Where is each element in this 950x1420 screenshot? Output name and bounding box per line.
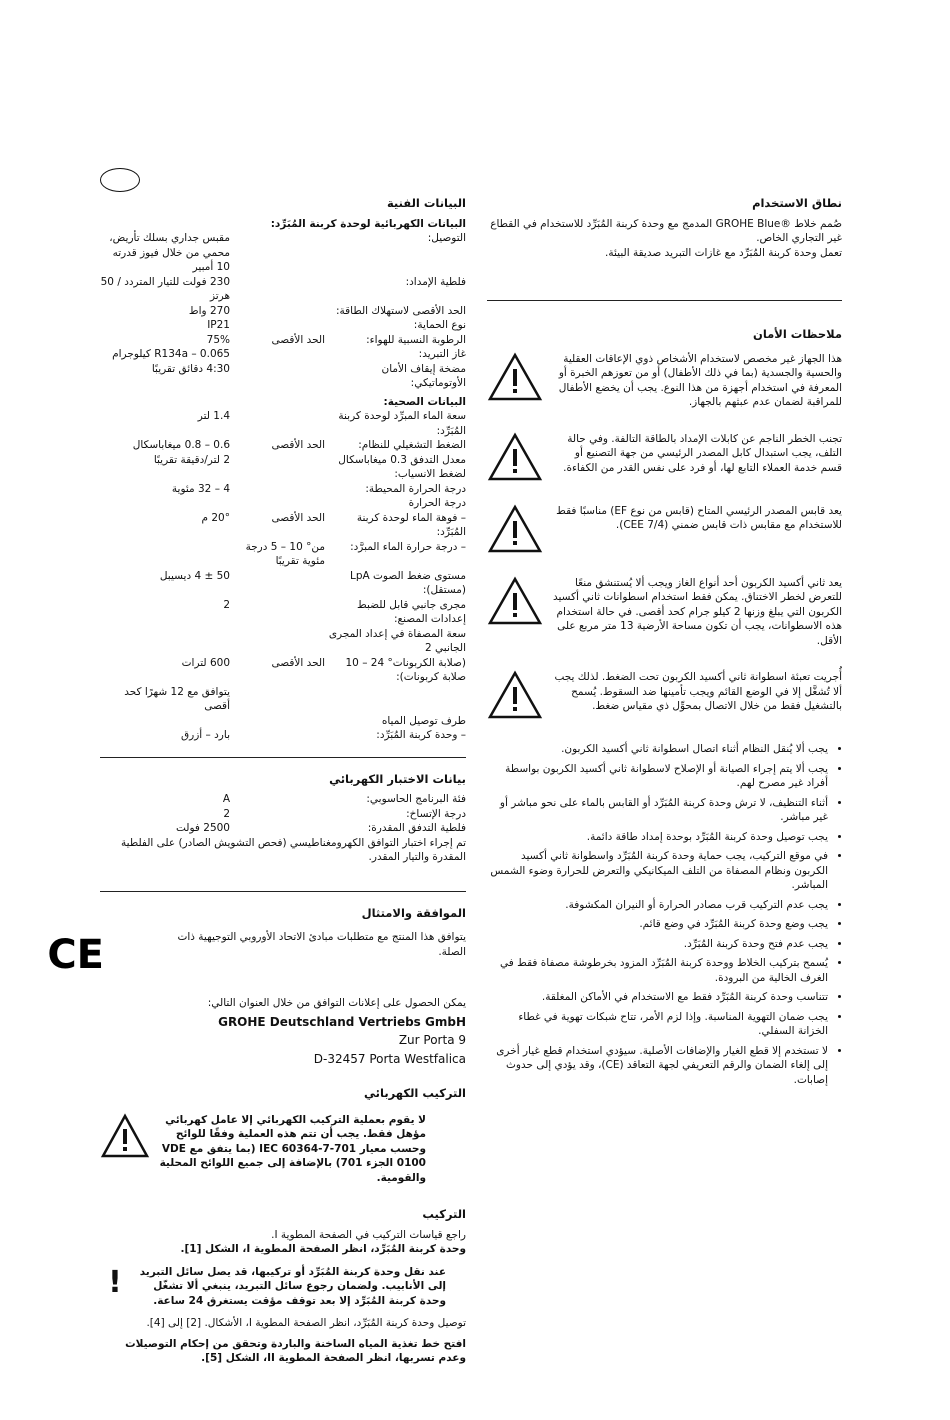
spec-label: غاز التبريد: bbox=[418, 348, 466, 360]
safety-bullet: • في موقع التركيب، يجب حماية وحدة كربنة المُبَرِّد واسطوانة ثاني أكسيد الكربون ونظام المصفاة من التلف الميكانيكي والتعرض للحرارة وضوء الشمس المباشر. bbox=[487, 849, 828, 893]
svg-text:CE: CE bbox=[47, 932, 104, 978]
spec-value: 1.4 لتر bbox=[197, 410, 230, 422]
spec-value: بارد – أزرق bbox=[181, 729, 230, 741]
safety-bullet: • يجب ألا يُنقل النظام أثناء اتصال اسطوانة ثاني أكسيد الكربون. bbox=[487, 742, 828, 757]
spec-row bbox=[100, 318, 466, 333]
spec-row bbox=[100, 569, 466, 598]
install-line2: وحدة كربنة المُبَرِّد، انظر الصفحة المطوية I، الشكل [1]. bbox=[180, 1243, 466, 1255]
spec-value: 2 لتر/دقيقة تقريبًا bbox=[153, 453, 230, 466]
safety-bullet: • لا تستخدم إلا قطع الغيار والإضافات الأصلية. سيؤدي استخدام قطع غيار أخرى إلى إلغاء الضمان والرقم التعريفي لجهة التعاقد (CE)، وقد يؤدي إلى حدوث إصابات. bbox=[487, 1044, 828, 1088]
safety-bullets bbox=[487, 742, 842, 1087]
exclamation-icon: ! bbox=[108, 1264, 122, 1300]
spec-value: مقبس جداري بسلك تأريض، bbox=[109, 232, 230, 244]
spec-label: سعة الماء المبرِّد لوحدة كربنة المُبَرِّد: bbox=[338, 410, 466, 437]
scope-title: نطاق الاستخدام bbox=[752, 196, 842, 210]
company-name: GROHE Deutschland Vertriebs GmbH bbox=[218, 1014, 466, 1029]
spec-label: نوع الحماية: bbox=[413, 319, 466, 331]
spec-value: 75% bbox=[206, 333, 230, 346]
safety-warning bbox=[487, 504, 842, 554]
company-city: D-32457 Porta Westfalica bbox=[313, 1051, 466, 1066]
company-street: Zur Porta 9 bbox=[398, 1033, 466, 1047]
safety-bullet: • يجب عدم فتح وحدة كربنة المُبَرِّد. bbox=[487, 937, 828, 952]
spec-row bbox=[100, 728, 466, 743]
spec-label: مستوى ضغط الصوت LpA (مستقل): bbox=[350, 569, 466, 596]
spec-qualifier: الحد الأقصى bbox=[271, 439, 325, 451]
conformity-address-intro: يمكن الحصول على إعلانات التوافق من خلال العنوان التالي: bbox=[207, 997, 466, 1009]
elec-install-warning bbox=[100, 1113, 466, 1186]
tech-elec-table bbox=[100, 231, 466, 391]
spec-row bbox=[100, 792, 466, 807]
tech-sanitary-table bbox=[100, 409, 466, 743]
spec-label: الحد الأقصى لاستهلاك الطاقة: bbox=[335, 304, 466, 317]
safety-warning-text: يعد ثاني أكسيد الكربون أحد أنواع الغاز ويجب ألا يُستنشق منعًا للتعرض لخطر الاختناق. يمكن فقط استخدام اسطوانات ثاني أكسيد الكربون التي يبلغ وزنها 2 كيلو جرام كحد أقصى. في حالة استخدام هذه الاسطوانات، يجب أن تكون مساحة الأرضية 13 متر مربع على الأقل. bbox=[552, 576, 842, 647]
spec-row bbox=[100, 685, 466, 714]
spec-row bbox=[100, 540, 466, 569]
spec-value: 270 واط bbox=[188, 304, 230, 317]
spec-value: 0.6 – 0.8 ميغاباسكال bbox=[132, 439, 230, 451]
divider bbox=[100, 891, 466, 892]
spec-row bbox=[100, 627, 466, 656]
test-note: تم إجراء اختبار التوافق الكهرومغناطيسي (فحص التشويش الصادر) على الفلطية المقدرة والتيار المقدر. bbox=[121, 836, 466, 863]
spec-label: طرف توصيل المياه bbox=[381, 714, 466, 727]
spec-row bbox=[100, 347, 466, 362]
spec-value: 2 bbox=[223, 807, 230, 820]
spec-value: 4 – 32 مئوية bbox=[171, 482, 230, 495]
spec-row bbox=[100, 482, 466, 497]
warning-triangle-icon bbox=[487, 352, 543, 402]
spec-row bbox=[100, 807, 466, 822]
conformity-text: يتوافق هذا المنتج مع متطلبات مبادئ الاتحاد الأوروبي التوجيهية ذات الصلة. bbox=[177, 931, 466, 958]
safety-warning-text: هذا الجهاز غير مخصص لاستخدام الأشخاص ذوي الإعاقات العقلية والحسية والجسدية (بما في ذلك الأطفال) أو من تعوزهم الخبرة أو المعرفة في استخدام أجهزة من هذا النوع. يجب أن يخضع الأطفال للمراقبة لضمان عدم عبثهم بالجهاز. bbox=[558, 352, 842, 408]
spec-label: الرطوبة النسبية للهواء: bbox=[366, 333, 466, 346]
install-caution-text: عند نقل وحدة كربنة المُبَرِّد أو تركيبها، قد يصل سائل التبريد إلى الأنابيب. ولضمان رجوع سائل التبريد، ينبغي ألا تشغّل وحدة كربنة المُبَرِّد إلا بعد توقف مؤقت يستغرق 24 ساعة. bbox=[139, 1265, 446, 1307]
test-title: بيانات الاختبار الكهربائي bbox=[329, 771, 466, 786]
spec-row bbox=[100, 598, 466, 627]
spec-label: مجرى جانبي قابل للضبط إعدادات المصنع: bbox=[357, 598, 466, 625]
spec-row bbox=[100, 453, 466, 482]
spec-label: الضغط التشغيلي للنظام: bbox=[358, 439, 466, 451]
spec-value: 230 فولت للتيار المتردد / 50 هرتز bbox=[100, 275, 230, 302]
install-line3: توصيل وحدة كربنة المُبَرِّد، انظر الصفحة المطوية I، الأشكال. [2] إلى [4]. bbox=[146, 1317, 466, 1329]
spec-qualifier: الحد الأقصى bbox=[271, 333, 325, 346]
spec-label: درجة الإتساخ: bbox=[406, 807, 466, 820]
install-title: التركيب bbox=[422, 1207, 466, 1221]
scope-p1: صُمم خلاط ®GROHE Blue المدمج مع وحدة كربنة المُبَرِّد للاستخدام في القطاع غير التجاري الخاص. bbox=[490, 217, 842, 244]
spec-label: فلطية الإمداد: bbox=[405, 275, 466, 288]
spec-label: فلطية التدفق المقدرة: bbox=[367, 822, 466, 834]
safety-warning bbox=[487, 352, 842, 410]
safety-warning bbox=[487, 670, 842, 720]
spec-row bbox=[100, 409, 466, 438]
spec-label: درجة الحرارة المحيطة: bbox=[365, 482, 466, 495]
spec-value: 600 لترات bbox=[181, 656, 230, 669]
spec-qualifier: من° 10 – 5 درجة مئوية تقريبًا bbox=[245, 540, 325, 567]
spec-row bbox=[100, 714, 466, 729]
safety-warnings bbox=[487, 352, 842, 721]
divider bbox=[487, 300, 842, 301]
spec-label: – فوهة الماء لوحدة كربنة المُبَرِّد: bbox=[356, 511, 466, 538]
tech-title: البيانات الفنية bbox=[386, 196, 466, 210]
ce-mark-icon bbox=[47, 930, 160, 978]
spec-value: R134a – 0.065 كيلوجرام bbox=[112, 348, 230, 360]
spec-label: درجة الحرارة bbox=[408, 497, 466, 509]
spec-qualifier: الحد الأقصى bbox=[271, 656, 325, 669]
test-table bbox=[100, 792, 466, 836]
elec-install-text: لا يقوم بعملية التركيب الكهربائي إلا عامل كهربائي مؤهل فقط. يجب أن تتم هذه العملية وفقًا للوائح وحسب معيار IEC 60364-7-701 (بما يتفق مع VDE 0100 الجزء 701) بالإضافة إلى جميع اللوائح المحلية والقومية. bbox=[159, 1113, 426, 1184]
language-code-oval bbox=[100, 168, 140, 192]
spec-row bbox=[100, 821, 466, 836]
spec-value: 20° م bbox=[201, 511, 230, 524]
spec-label: فئة البرنامج الحاسوبي: bbox=[366, 793, 466, 805]
conformity-title: الموافقة والامتثال bbox=[361, 905, 466, 920]
scope-p2: تعمل وحدة كربنة المُبَرِّد مع غازات التبريد صديقة البيئة. bbox=[605, 246, 842, 259]
install-line1: راجع قياسات التركيب في الصفحة المطوية I. bbox=[271, 1228, 466, 1241]
warning-triangle-icon bbox=[487, 670, 543, 720]
left-column bbox=[47, 196, 466, 1366]
safety-bullet: • أثناء التنظيف، لا ترش وحدة كربنة المُبَرِّد أو القابس بالماء على نحو مباشر أو غير مباشر. bbox=[487, 796, 828, 825]
safety-bullet: • يجب ضمان التهوية المناسبة. وإذا لزم الأمر، تتاح شبكات تهوية في غطاء الخزانة السفلي. bbox=[487, 1010, 828, 1039]
safety-warning-text: أُجريت تعبئة اسطوانة ثاني أكسيد الكربون تحت الضغط. لذلك يجب ألا تُشغَّل إلا في الوضع القائم ويجب تأمينها ضد السقوط. يُسمح بالتشغيل فقط من خلال الاتصال بمحوِّل ذي مقياس ضغط. bbox=[554, 671, 842, 712]
divider bbox=[100, 757, 466, 758]
warning-triangle-icon bbox=[487, 576, 543, 626]
safety-warning-text: تجنب الخطر الناجم عن كابلات الإمداد بالطاقة التالفة. وفي حالة التلف، يجب استبدال كابل المصدر الرئيسي من جهة التصنيع أو قسم خدمة العملاء التابع لها، أو فرد على نفس القدر من الكفاءة. bbox=[563, 432, 842, 474]
spec-row bbox=[100, 438, 466, 453]
spec-row bbox=[100, 496, 466, 511]
spec-value: A bbox=[222, 793, 230, 805]
right-column bbox=[487, 196, 842, 1092]
spec-row bbox=[100, 656, 466, 685]
spec-label: سعة المصفاة في إعداد المجرى الجانبي 2 bbox=[328, 627, 466, 654]
spec-row bbox=[100, 275, 466, 304]
safety-bullet: • يجب توصيل وحدة كربنة المُبَرِّد بوحدة إمداد طاقة دائمة. bbox=[487, 830, 828, 845]
install-caution bbox=[100, 1265, 466, 1309]
safety-bullet: • تتناسب وحدة كربنة المُبَرِّد فقط مع الاستخدام في الأماكن المغلقة. bbox=[487, 990, 828, 1005]
spec-qualifier: الحد الأقصى bbox=[271, 511, 325, 524]
spec-label: (صلابة الكربونات° 24 – 10 صلابة كربونات): bbox=[345, 656, 466, 683]
safety-bullet: • يجب عدم التركيب قرب مصادر الحرارة أو النيران المكشوفة. bbox=[487, 898, 828, 913]
safety-bullet: • يجب وضع وحدة كربنة المُبَرِّد في وضع قائم. bbox=[487, 917, 828, 932]
spec-value: 2500 فولت bbox=[175, 822, 230, 834]
safety-bullet: • يُسمح بتركيب الخلاط ووحدة كربنة المُبَرِّد المزود بخرطوشة مصفاة فقط في الغرف الخالية من البرودة. bbox=[487, 956, 828, 985]
spec-row bbox=[100, 333, 466, 348]
warning-triangle-icon bbox=[487, 504, 543, 554]
spec-value: محمي من خلال فيوز قدرته 10 أمبير bbox=[112, 246, 230, 273]
spec-label: مضخة إيقاف الأمان الأوتوماتيكي: bbox=[381, 362, 466, 389]
spec-row bbox=[100, 511, 466, 540]
spec-value: 4:30 دقائق تقريبًا bbox=[151, 362, 230, 375]
safety-warning bbox=[487, 432, 842, 482]
spec-row bbox=[100, 304, 466, 319]
elec-install-title: التركيب الكهربائي bbox=[364, 1086, 466, 1100]
safety-warning bbox=[487, 576, 842, 649]
warning-triangle-icon bbox=[100, 1113, 150, 1159]
spec-row bbox=[100, 231, 466, 246]
safety-bullet: • يجب ألا يتم إجراء الصيانة أو الإصلاح لاسطوانة ثاني أكسيد الكربون بواسطة أفراد غير مصرح لهم. bbox=[487, 762, 828, 791]
spec-label: التوصيل: bbox=[427, 232, 466, 244]
safety-title: ملاحظات الأمان bbox=[753, 327, 842, 341]
warning-triangle-icon bbox=[487, 432, 543, 482]
spec-value: 2 bbox=[223, 598, 230, 611]
spec-label: – درجة حرارة الماء المبرَّد: bbox=[350, 540, 466, 553]
elec-heading: البيانات الكهربائية لوحدة كربنة المُبَرِّد: bbox=[270, 217, 466, 230]
spec-row bbox=[100, 362, 466, 391]
sanitary-heading: البيانات الصحية: bbox=[383, 395, 466, 408]
spec-label: معدل التدفق 0.3 ميغاباسكال لضغط الانسياب: bbox=[338, 453, 466, 480]
install-line4: افتح خط تغذية المياه الساخنة والباردة وتحقق من إحكام التوصيلات وعدم تسربها، انظر الصفحة المطوية II، الشكل [5]. bbox=[125, 1337, 466, 1364]
spec-value: 50 ± 4 ديسيبل bbox=[159, 569, 230, 582]
spec-value: IP21 bbox=[207, 319, 230, 331]
ce-block bbox=[47, 930, 466, 978]
safety-warning-text: يعد قابس المصدر الرئيسي المتاح (قابس من نوع EF) مناسبًا فقط للاستخدام مع مقابس ذات قابس ضمني (CEE 7/4). bbox=[556, 504, 842, 531]
spec-row bbox=[100, 246, 466, 275]
spec-label: – وحدة كربنة المُبَرِّد: bbox=[376, 729, 466, 741]
spec-value: يتوافق مع 12 شهرًا كحد أقصى bbox=[124, 685, 230, 712]
